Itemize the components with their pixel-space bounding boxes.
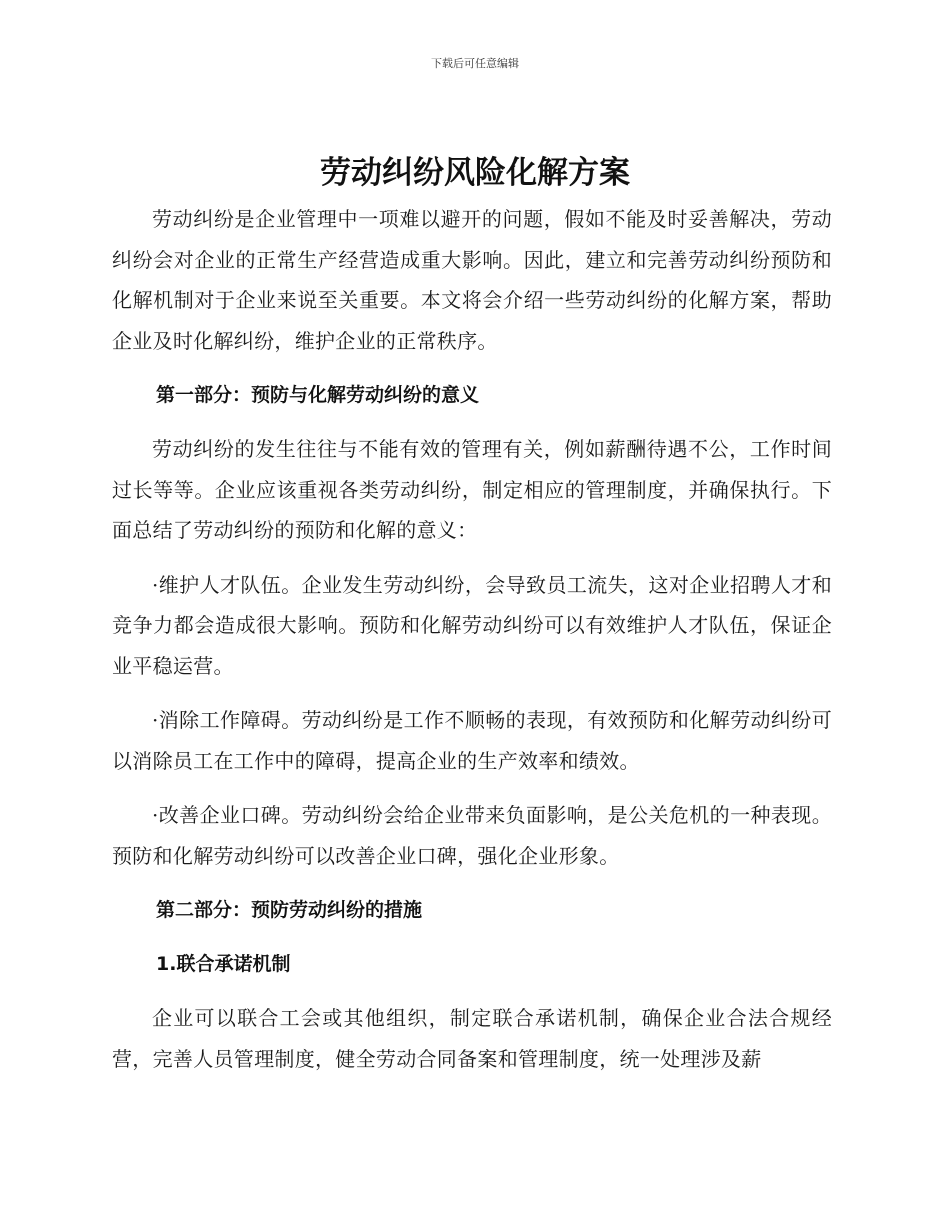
bullet-item [112,565,832,687]
section-1-heading: 第一部分：预防与化解劳动纠纷的意义 [156,384,480,406]
document-body [112,199,832,1093]
page-header-note: 下载后可任意编辑 [431,57,519,70]
bullet-text: 维护人才队伍。企业发生劳动纠纷，会导致员工流失，这对企业招聘人才和竞争力都会造成很大影响。预防和化解劳动纠纷可以有效维护人才队伍，保证企业平稳运营。 [112,572,832,678]
section-2-paragraph: 企业可以联合工会或其他组织，制定联合承诺机制，确保企业合法合规经营，完善人员管理制度，健全劳动合同备案和管理制度，统一处理涉及薪 [112,1006,832,1071]
bullet-marker: · [152,803,159,827]
section-2-heading: 第二部分：预防劳动纠纷的措施 [156,899,423,921]
subsection-heading: 1.联合承诺机制 [156,953,291,975]
section-1-paragraph: 劳动纠纷的发生往往与不能有效的管理有关，例如薪酬待遇不公，工作时间过长等等。企业应该重视各类劳动纠纷，制定相应的管理制度，并确保执行。下面总结了劳动纠纷的预防和化解的意义： [112,437,832,542]
bullet-text: 消除工作障碍。劳动纠纷是工作不顺畅的表现，有效预防和化解劳动纠纷可以消除员工在工作中的障碍，提高企业的生产效率和绩效。 [112,708,832,773]
bullet-text: 改善企业口碑。劳动纠纷会给企业带来负面影响，是公关危机的一种表现。预防和化解劳动纠纷可以改善企业口碑，强化企业形象。 [112,803,832,868]
bullet-marker: · [152,572,159,597]
bullet-item [112,795,832,876]
document-title: 劳动纠纷风险化解方案 [320,155,630,191]
bullet-marker: · [152,708,159,732]
intro-paragraph: 劳动纠纷是企业管理中一项难以避开的问题，假如不能及时妥善解决，劳动纠纷会对企业的正常生产经营造成重大影响。因此，建立和完善劳动纠纷预防和化解机制对于企业来说至关重要。本文将会介绍一些劳动纠纷的化解方案，帮助企业及时化解纠纷，维护企业的正常秩序。 [112,207,832,353]
bullet-item [112,700,832,781]
